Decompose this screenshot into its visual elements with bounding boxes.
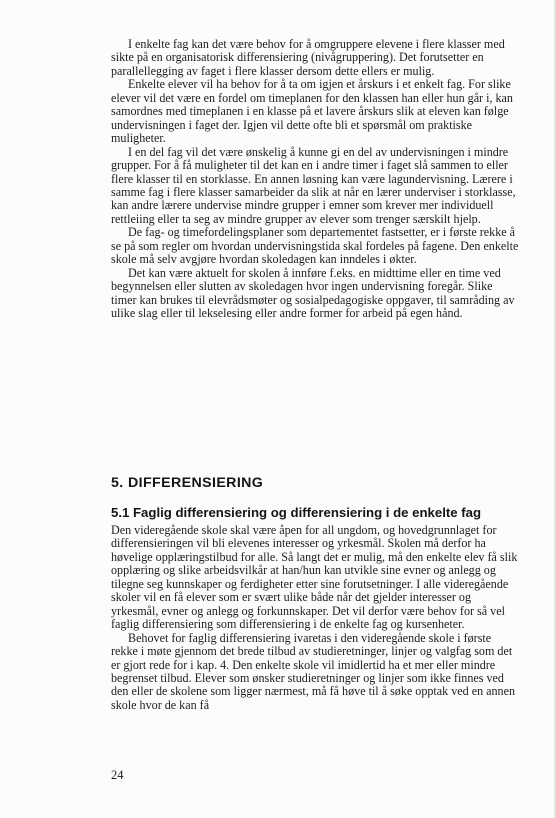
paragraph: Den videregående skole skal være åpen for all ungdom, og hovedgrunnlaget for differensieringen vil bli elevenes interesser og yrkesmål. Skolen må derfor ha høvelige opplæringstilbud for alle. Så langt det er mulig, må den enkelte elev få slik opplæring og slike arbeidsvilkår at han/hun kan utvikle sine evner og anlegg og tilegne seg kunnskaper og ferdigheter etter sine forutsetninger. I alle videregående skoler vil en få elever som er svært ulike både når det gjelder interesser og yrkesmål, evner og anlegg og forkunnskaper. Det vil derfor være behov for så vel faglig differensiering som differensiering i de enkelte fag og kursenheter.: [111, 523, 518, 632]
paragraph: De fag- og timefordelingsplaner som departementet fastsetter, er i første rekke å se på som regler om hvordan undervisningstida skal fordeles på fagene. Den enkelte skole må selv avgjøre hvordan skoledagen kan inndeles i økter.: [111, 225, 519, 267]
body-text-top: [111, 38, 519, 321]
chapter-heading: 5. DIFFERENSIERING: [111, 475, 264, 491]
paragraph: Behovet for faglig differensiering ivaretas i den videregående skole i første rekke i møte gjennom det brede tilbud av studieretninger, linjer og valgfag som det er gjort rede for i kap. 4. Den enkelte skole vil imidlertid ha et mer eller mindre begrenset tilbud. Elever som ønsker studieretninger og linjer som ikke finnes ved den eller de skolene som ligger nærmest, må få høve til å søke opptak ved en annen skole hvor de kan få: [111, 630, 516, 712]
section-heading: 5.1 Faglig differensiering og differensiering i de enkelte fag: [111, 505, 482, 520]
paragraph: I enkelte fag kan det være behov for å omgruppere elevene i flere klasser med sikte på en organisatorisk differensiering (nivågruppering). Det forutsetter en parallellegging av faget i flere klasser dersom dette ellers er mulig.: [111, 37, 505, 78]
page-number: 24: [111, 768, 124, 782]
paragraph: Enkelte elever vil ha behov for å ta om igjen et årskurs i et enkelt fag. For slike elever vil det være en fordel om timeplanen for den klassen han eller hun går i, kan samordnes med timeplanen i en klasse på et lavere årskurs slik at eleven kan følge undervisningen i faget der. Igjen vil dette ofte bli et spørsmål om praktiske muligheter.: [111, 77, 513, 146]
paragraph: Det kan være aktuelt for skolen å innføre f.eks. en midttime eller en time ved begynnelsen eller slutten av skoledagen hvor ingen undervisning foregår. Slike timer kan brukes til elevrådsmøter og sosialpedagogiske oppgaver, til samråding av ulike slag eller til lekselesing eller andre former for arbeid på egen hånd.: [111, 265, 515, 321]
body-text-section: [111, 524, 519, 712]
paragraph: I en del fag vil det være ønskelig å kunne gi en del av undervisningen i mindre grupper. For å få muligheter til det kan en i andre timer i faget slå sammen to eller flere klasser til en storklasse. En annen løsning kan være lagundervisning. Lærere i samme fag i flere klasser samarbeider da slik at når en lærer underviser i storklasse, kan andre lærere undervise mindre grupper i emner som krever mer individuell rettleiing eller ta seg av mindre grupper av elever som trenger særskilt hjelp.: [111, 144, 516, 226]
